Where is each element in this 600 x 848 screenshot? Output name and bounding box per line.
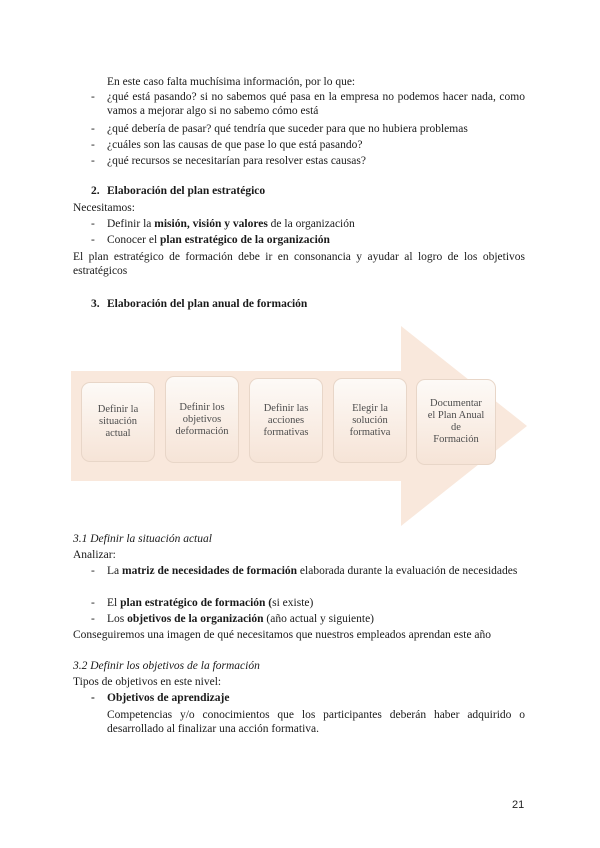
- bullet-dash: -: [91, 613, 95, 625]
- intro-text: En este caso falta muchísima información, por lo que:: [107, 76, 356, 88]
- subsection-3-1-item-1: La matriz de necesidades de formación elaborada durante la evaluación de necesidades: [107, 565, 518, 577]
- bullet-dash: -: [91, 692, 95, 704]
- subsection-3-2-lead: Tipos de objetivos en este nivel:: [73, 676, 222, 688]
- intro-bullet-1: ¿qué está pasando? si no sabemos qué pasa en la empresa no podemos hacer nada, como vamos a mejorar algo si no sabemo cómo está: [107, 91, 525, 117]
- subsection-3-2-item-heading: Objetivos de aprendizaje: [107, 692, 230, 704]
- bullet-dash: -: [91, 123, 95, 135]
- step-box-4: Elegir la solución formativa: [333, 378, 407, 463]
- bullet-dash: -: [91, 91, 95, 103]
- subsection-3-1-conclusion: Conseguiremos una imagen de qué necesitamos que nuestros empleados aprendan este año: [73, 629, 492, 641]
- section-2-paragraph: El plan estratégico de formación debe ir en consonancia y ayudar al logro de los objetivos estratégicos: [73, 251, 525, 277]
- intro-bullet-3: ¿cuáles son las causas de que pase lo que está pasando?: [107, 139, 363, 151]
- subsection-3-1-item-3: Los objetivos de la organización (año actual y siguiente): [107, 613, 375, 625]
- subsection-3-1-title: 3.1 Definir la situación actual: [73, 533, 212, 545]
- section-2-item-1: Definir la misión, visión y valores de la organización: [107, 218, 355, 230]
- section-3-number: 3.: [91, 298, 100, 310]
- section-2-lead: Necesitamos:: [73, 202, 135, 214]
- bullet-dash: -: [91, 234, 95, 246]
- bullet-dash: -: [91, 139, 95, 151]
- subsection-3-2-title: 3.2 Definir los objetivos de la formación: [73, 660, 260, 672]
- bullet-dash: -: [91, 218, 95, 230]
- step-box-2: Definir los objetivos deformación: [165, 376, 239, 463]
- page-number: 21: [512, 799, 525, 811]
- section-2-heading: Elaboración del plan estratégico: [107, 185, 266, 197]
- subsection-3-2-item-text: Competencias y/o conocimientos que los participantes deberán haber adquirido o desarrollado al finalizar una acción formativa.: [107, 709, 525, 735]
- step-box-1: Definir la situación actual: [81, 382, 155, 462]
- bullet-dash: -: [91, 597, 95, 609]
- subsection-3-1-lead: Analizar:: [73, 549, 116, 561]
- intro-bullet-2: ¿qué debería de pasar? qué tendría que suceder para que no hubiera problemas: [107, 123, 468, 135]
- section-2-item-2: Conocer el plan estratégico de la organización: [107, 234, 330, 246]
- step-box-5: Documentar el Plan Anual de Formación: [416, 379, 496, 465]
- subsection-3-1-item-2: El plan estratégico de formación (si existe): [107, 597, 314, 609]
- bullet-dash: -: [91, 155, 95, 167]
- section-3-heading: Elaboración del plan anual de formación: [107, 298, 308, 310]
- bullet-dash: -: [91, 565, 95, 577]
- section-2-number: 2.: [91, 185, 100, 197]
- step-box-3: Definir las acciones formativas: [249, 378, 323, 463]
- intro-bullet-4: ¿qué recursos se necesitarían para resolver estas causas?: [107, 155, 366, 167]
